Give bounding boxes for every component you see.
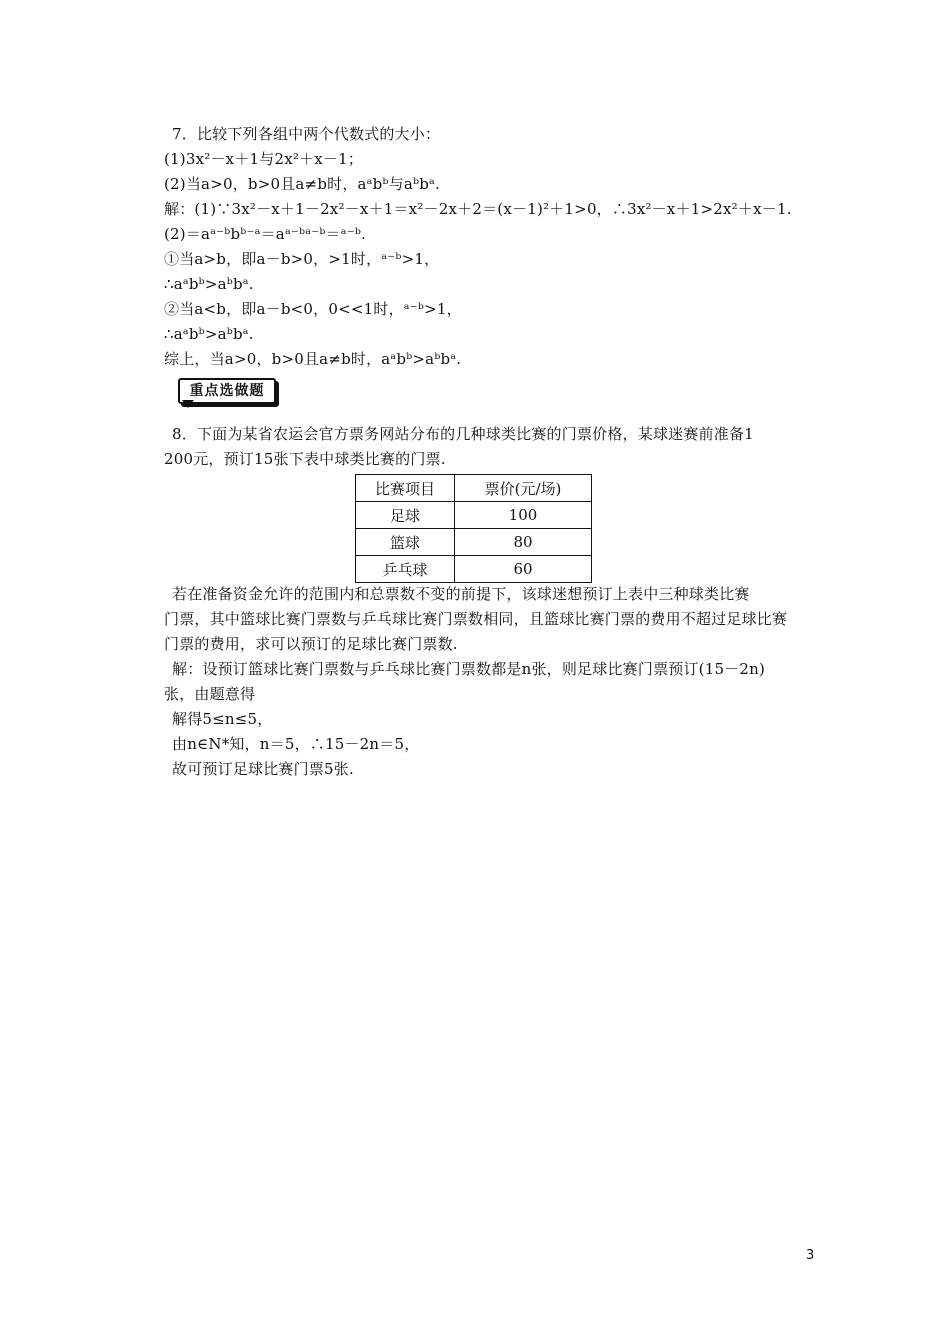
q7-case2-condition: ②当a<b，即a－b<0，0<<1时，ᵃ⁻ᵇ>1，	[164, 300, 462, 318]
table-cell: 100	[455, 502, 592, 529]
table-row	[356, 556, 592, 583]
q7-case1-condition: ①当a>b，即a－b>0，>1时，ᵃ⁻ᵇ>1，	[164, 250, 440, 268]
ticket-price-table	[355, 474, 592, 583]
q8-solution-line3: 解得5≤n≤5，	[172, 710, 273, 728]
page-number: 3	[806, 1248, 815, 1263]
q8-solution-line2: 张，由题意得	[164, 685, 256, 703]
q8-intro-line2: 200元，预订15张下表中球类比赛的门票.	[164, 450, 446, 468]
q8-condition-line1: 若在准备资金允许的范围内和总票数不变的前提下，该球迷想预订上表中三种球类比赛	[172, 585, 750, 603]
table-row	[356, 529, 592, 556]
table-cell: 篮球	[356, 529, 455, 556]
badge-label: 重点选做题	[189, 383, 265, 399]
q7-part2: (2)当a>0，b>0且a≠b时，aᵃbᵇ与aᵇbᵃ.	[164, 175, 440, 193]
q8-solution-line1: 解：设预订篮球比赛门票数与乒乓球比赛门票数都是n张，则足球比赛门票预订(15－2n)	[172, 660, 766, 678]
q8-solution-line5: 故可预订足球比赛门票5张.	[172, 760, 354, 778]
table-cell: 60	[455, 556, 592, 583]
q8-solution-line4: 由n∈N*知，n＝5，∴15－2n＝5，	[172, 735, 420, 753]
q8-condition-line3: 门票的费用，求可以预订的足球比赛门票数.	[164, 635, 458, 653]
q7-summary: 综上，当a>0，b>0且a≠b时，aᵃbᵇ>aᵇbᵃ.	[164, 350, 462, 368]
table-header-cell: 票价(元/场)	[455, 475, 592, 502]
table-cell: 80	[455, 529, 592, 556]
q7-case2-result: ∴aᵃbᵇ>aᵇbᵃ.	[164, 325, 254, 343]
table-cell: 乒乓球	[356, 556, 455, 583]
table-header-cell: 比赛项目	[356, 475, 455, 502]
q8-condition-line2: 门票，其中篮球比赛门票数与乒乓球比赛门票数相同，且篮球比赛门票的费用不超过足球比赛	[164, 610, 788, 628]
badge-arrow-icon	[182, 400, 194, 408]
table-row	[356, 502, 592, 529]
key-exercise-badge	[172, 378, 274, 408]
table-header-row	[356, 475, 592, 502]
q7-part1: (1)3x²－x＋1与2x²＋x－1；	[164, 150, 364, 168]
q7-case1-result: ∴aᵃbᵇ>aᵇbᵃ.	[164, 275, 254, 293]
q7-solution-1: 解：(1)∵3x²－x＋1－2x²－x＋1＝x²－2x＋2＝(x－1)²＋1>0，∴3x²－x＋1>2x²＋x－1.	[164, 200, 792, 218]
q7-solution-2: (2)＝aᵃ⁻ᵇbᵇ⁻ᵃ＝aᵃ⁻ᵇᵃ⁻ᵇ＝ᵃ⁻ᵇ.	[164, 225, 367, 243]
q7-title: 7．比较下列各组中两个代数式的大小：	[172, 125, 441, 143]
table-cell: 足球	[356, 502, 455, 529]
q8-intro-line1: 8．下面为某省农运会官方票务网站分布的几种球类比赛的门票价格，某球迷赛前准备1	[172, 425, 754, 443]
